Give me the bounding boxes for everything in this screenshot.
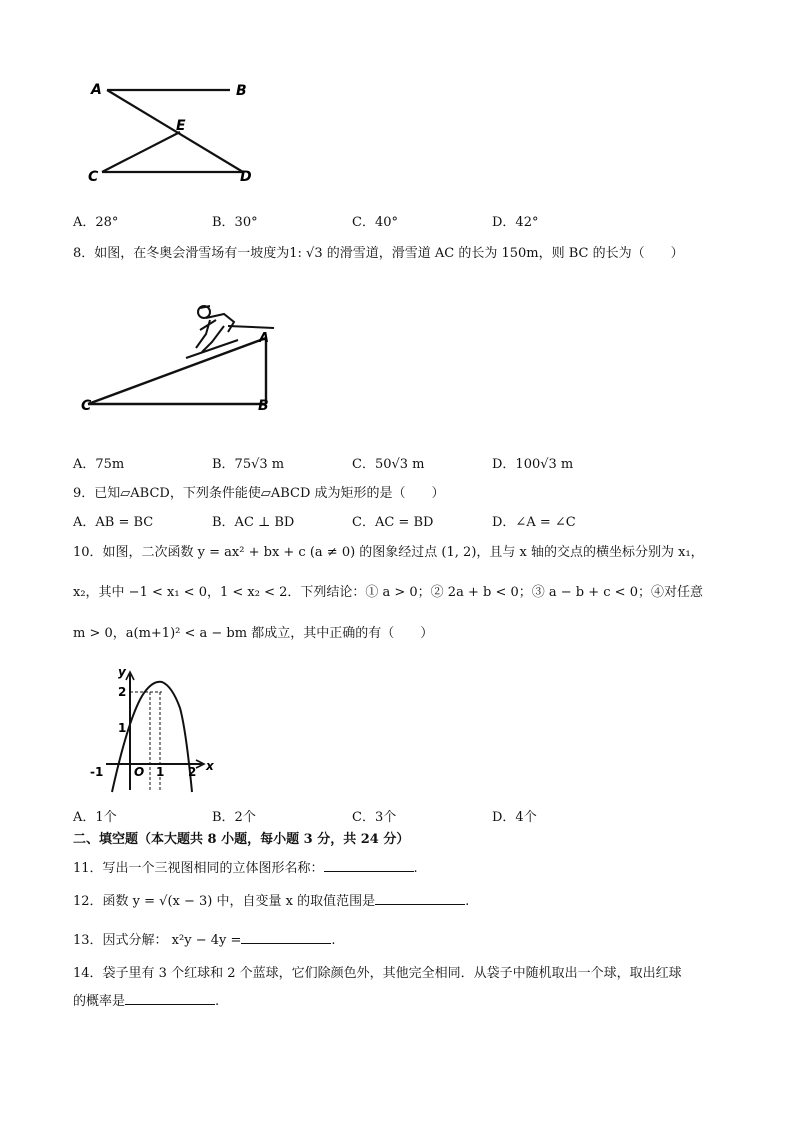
q11-answer-blank[interactable] [324,858,414,872]
q9-option-b[interactable]: B．AC ⊥ BD [212,515,295,530]
q12-tail: . [465,894,470,909]
graph-y-tick-2: 2 [118,685,127,699]
label-e: E [176,118,186,134]
q14-answer-blank[interactable] [125,991,215,1005]
q13-answer-blank[interactable] [241,930,331,944]
q13-text: 13．因式分解： x²y − 4y = [73,933,242,948]
q8-option-d[interactable]: D．100√3 m [492,457,574,472]
label-c: C [88,169,99,185]
q10-option-c[interactable]: C．3个 [352,810,397,825]
q13-line [73,930,336,949]
q10-option-d[interactable]: D．4个 [492,810,537,825]
graph-x-tick-2: 2 [188,765,197,779]
q11-tail: . [413,861,418,876]
q8-stem: 8．如图，在冬奥会滑雪场有一坡度为1: √3 的滑雪道，滑雪道 AC 的长为 150m，则 BC 的长为（ ） [73,246,684,261]
q12-answer-blank[interactable] [375,891,465,905]
q8-label-b: B [258,398,269,414]
q12-text: 12．函数 y = √(x − 3) 中，自变量 x 的取值范围是 [73,894,376,909]
q8-option-a[interactable]: A．75m [73,457,125,472]
q11-text: 11．写出一个三视图相同的立体图形名称： [73,861,324,876]
label-d: D [240,169,252,185]
slope-ac [88,338,266,404]
q8-option-c[interactable]: C．50√3 m [352,457,425,472]
graph-y-label: y [118,665,126,679]
q8-option-b[interactable]: B．75√3 m [212,457,285,472]
q10-stem-line2: x₂，其中 −1 < x₁ < 0，1 < x₂ < 2．下列结论：① a > 0；② 2a + b < 0；③ a − b + c < 0；④对任意 [73,585,703,600]
q14-tail: . [215,994,220,1009]
graph-x-tick-1: 1 [156,765,165,779]
q11-line [73,858,418,877]
q13-tail: . [331,933,336,948]
q9-stem: 9．已知▱ABCD，下列条件能使▱ABCD 成为矩形的是（ ） [73,486,445,501]
q8-label-c: C [81,398,92,414]
graph-x-tick-neg1: -1 [90,765,104,779]
q9-option-d[interactable]: D．∠A = ∠C [492,515,576,530]
q7-figure [80,72,280,192]
graph-x-label: x [206,759,214,773]
q12-line [73,891,469,910]
q14-line1: 14．袋子里有 3 个红球和 2 个蓝球，它们除颜色外，其他完全相同．从袋子中随机取出一个球，取出红球 [73,966,682,981]
q7-option-c[interactable]: C．40° [352,215,398,230]
q7-option-b[interactable]: B．30° [212,215,258,230]
graph-y-tick-1: 1 [118,721,127,735]
q10-stem-line1: 10．如图，二次函数 y = ax² + bx + c (a ≠ 0) 的图象经过点 (1, 2)，且与 x 轴的交点的横坐标分别为 x₁， [73,545,704,560]
q10-option-b[interactable]: B．2个 [212,810,256,825]
q10-option-a[interactable]: A．1个 [73,810,117,825]
q8-label-a: A [259,331,270,346]
q9-option-c[interactable]: C．AC = BD [352,515,434,530]
q9-option-a[interactable]: A．AB = BC [73,515,154,530]
label-b: B [236,83,247,99]
section-2-heading: 二、填空题（本大题共 8 小题，每小题 3 分，共 24 分） [73,832,410,847]
q7-option-d[interactable]: D．42° [492,215,539,230]
q14-text: 的概率是 [73,994,126,1009]
label-a: A [91,82,102,98]
q7-option-a[interactable]: A．28° [73,215,119,230]
q14-line2 [73,991,219,1010]
q8-figure [78,290,288,420]
q10-stem-line3: m > 0，a(m+1)² < a − bm 都成立，其中正确的有（ ） [73,626,434,641]
graph-origin: O [134,765,145,779]
q10-parabola-graph [82,660,222,795]
segment-ce [102,132,180,172]
